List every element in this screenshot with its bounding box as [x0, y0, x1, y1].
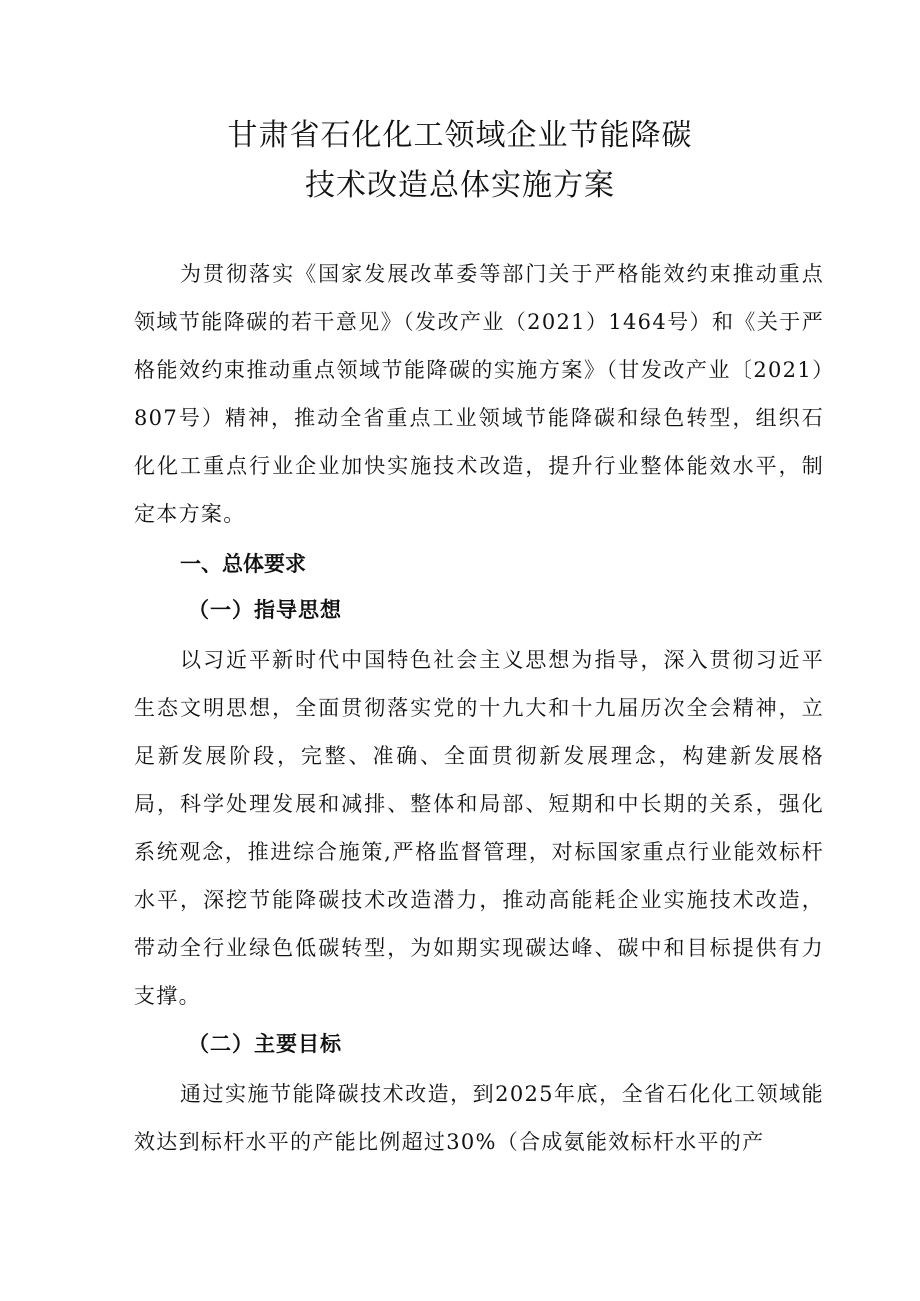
main-targets-paragraph: 通过实施节能降碳技术改造，到2025年底，全省石化化工领域能效达到标杆水平的产能比例超过30%（合成氨能效标杆水平的产: [134, 1082, 824, 1154]
document-title-line-1: 甘肃省石化化工领域企业节能降碳: [227, 118, 693, 153]
guiding-ideology-paragraph: 以习近平新时代中国特色社会主义思想为指导，深入贯彻习近平生态文明思想，全面贯彻落实党的十九大和十九届历次全会精神，立足新发展阶段，完整、准确、全面贯彻新发展理念，构建新发展格局，科学处理发展和减排、整体和局部、短期和中长期的关系，强化系统观念，推进综合施策,严格监督管理，对标国家重点行业能效标杆水平，深挖节能降碳技术改造潜力，推动高能耗企业实施技术改造，带动全行业绿色低碳转型，为如期实现碳达峰、碳中和目标提供有力支撑。: [134, 648, 824, 1008]
subsection-heading-guiding-ideology: （一）指导思想: [188, 597, 342, 622]
section-heading-general-requirements: 一、总体要求: [180, 552, 306, 576]
intro-paragraph: 为贯彻落实《国家发展改革委等部门关于严格能效约束推动重点领域节能降碳的若干意见》（发改产业（2021）1464号）和《关于严格能效约束推动重点领域节能降碳的实施方案》（甘发改产业〔2021）807号）精神，推动全省重点工业领域节能降碳和绿色转型，组织石化化工重点行业企业加快实施技术改造，提升行业整体能效水平，制定本方案。: [134, 262, 824, 526]
subsection-heading-main-targets: （二）主要目标: [188, 1031, 342, 1056]
document-title-line-2: 技术改造总体实施方案: [305, 168, 615, 203]
